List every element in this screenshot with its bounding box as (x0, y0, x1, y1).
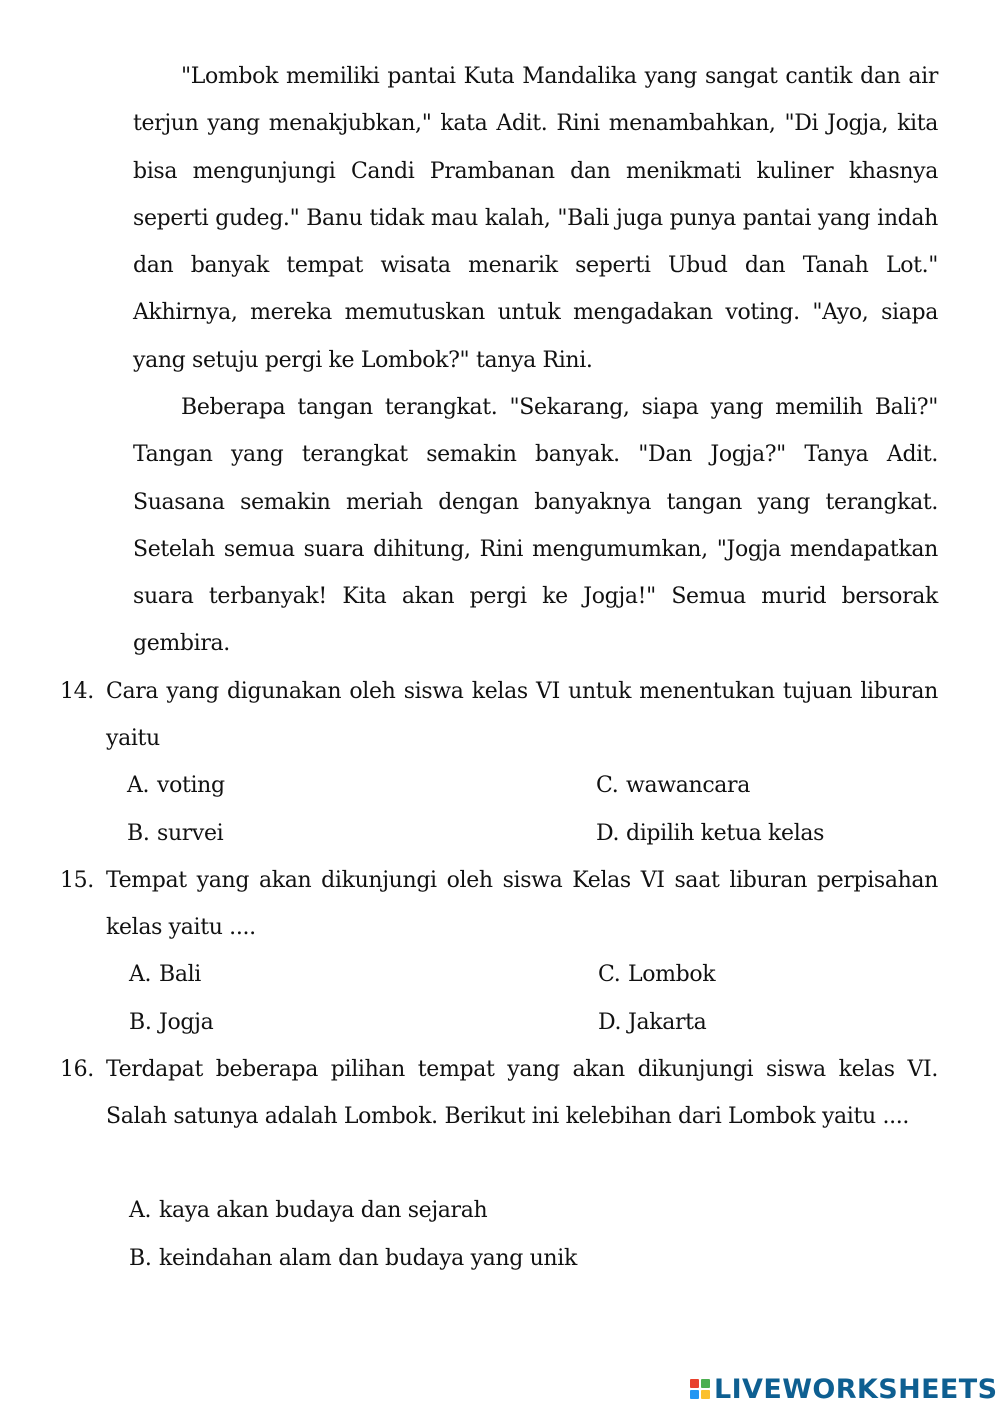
q15-option-b[interactable] (129, 999, 213, 1046)
question-14 (60, 668, 938, 763)
option-text: keindahan alam dan budaya yang unik (159, 1246, 577, 1271)
question-text: Cara yang digunakan oleh siswa kelas VI untuk menentukan tujuan liburan yaitu (106, 679, 938, 752)
liveworksheets-logo (690, 1374, 997, 1404)
q14-option-b[interactable] (127, 810, 223, 857)
logo-squares-icon (690, 1379, 710, 1399)
logo-text: LIVEWORKSHEETS (714, 1373, 998, 1405)
story-paragraph-2: Beberapa tangan terangkat. "Sekarang, siapa yang memilih Bali?" Tangan yang terangkat semakin banyak. "Dan Jogja?" Tanya Adit. Suasana semakin meriah dengan banyaknya tangan yang terangkat. Setelah semua suara dihitung, Rini mengumumkan, "Jogja mendapatkan suara terbanyak! Kita akan pergi ke Jogja!" Semua murid bersorak gembira. (133, 395, 938, 657)
question-text: Tempat yang akan dikunjungi oleh siswa Kelas VI saat liburan perpisahan kelas yaitu .... (106, 868, 938, 941)
option-letter: B. (129, 1010, 152, 1035)
option-letter: C. (598, 962, 621, 987)
story-paragraph-1: "Lombok memiliki pantai Kuta Mandalika yang sangat cantik dan air terjun yang menakjubkan," kata Adit. Rini menambahkan, "Di Jogja, kita bisa mengunjungi Candi Prambanan dan menikmati kuliner khasnya seperti gudeg." Banu tidak mau kalah, "Bali juga punya pantai yang indah dan banyak tempat wisata menarik seperti Ubud dan Tanah Lot." Akhirnya, mereka memutuskan untuk mengadakan voting. "Ayo, siapa yang setuju pergi ke Lombok?" tanya Rini. (133, 64, 938, 373)
q15-option-a[interactable] (129, 951, 201, 998)
question-number: 14. (60, 679, 94, 704)
question-number: 16. (60, 1057, 94, 1082)
q16-option-a[interactable] (129, 1187, 487, 1234)
option-text: Jogja (159, 1010, 214, 1035)
option-letter: B. (127, 821, 150, 846)
option-letter: C. (596, 773, 619, 798)
q14-option-a[interactable] (127, 762, 225, 809)
option-text: voting (157, 773, 225, 798)
option-letter: B. (129, 1246, 152, 1271)
option-letter: D. (596, 821, 620, 846)
option-text: wawancara (626, 773, 750, 798)
question-15 (60, 857, 938, 952)
option-letter: A. (129, 962, 152, 987)
q15-option-d[interactable] (598, 999, 706, 1046)
question-text: Terdapat beberapa pilihan tempat yang akan dikunjungi siswa kelas VI. Salah satunya adalah Lombok. Berikut ini kelebihan dari Lombok yaitu .... (106, 1057, 938, 1130)
option-text: dipilih ketua kelas (626, 821, 825, 846)
option-text: Jakarta (628, 1010, 707, 1035)
q14-option-c[interactable] (596, 762, 750, 809)
option-text: Bali (159, 962, 201, 987)
question-16 (60, 1046, 938, 1141)
q16-option-b[interactable] (129, 1235, 577, 1282)
option-text: kaya akan budaya dan sejarah (159, 1198, 488, 1223)
option-letter: A. (127, 773, 150, 798)
option-letter: A. (129, 1198, 152, 1223)
q14-option-d[interactable] (596, 810, 824, 857)
q15-option-c[interactable] (598, 951, 715, 998)
option-text: Lombok (628, 962, 716, 987)
option-letter: D. (598, 1010, 622, 1035)
question-number: 15. (60, 868, 94, 893)
option-text: survei (157, 821, 224, 846)
